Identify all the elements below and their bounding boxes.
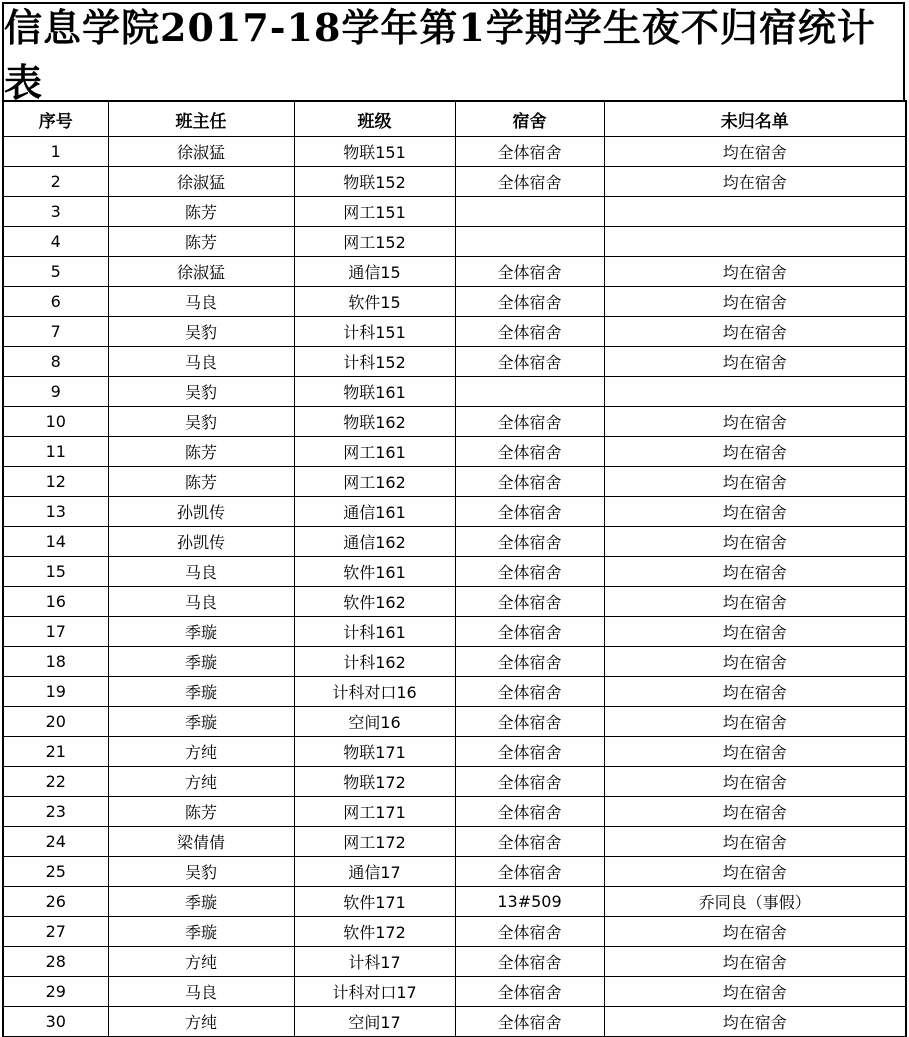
cell-teacher[interactable]: 吴豹: [108, 377, 294, 407]
cell-absent-list[interactable]: 均在宿舍: [604, 137, 906, 167]
cell-absent-list[interactable]: [604, 377, 906, 407]
table-row: [3, 977, 906, 1007]
cell-teacher[interactable]: 马良: [108, 287, 294, 317]
cell-index[interactable]: 3: [3, 197, 108, 227]
cell-dorm[interactable]: 全体宿舍: [455, 437, 604, 467]
cell-dorm[interactable]: 全体宿舍: [455, 647, 604, 677]
cell-teacher[interactable]: 季璇: [108, 617, 294, 647]
cell-teacher[interactable]: 方纯: [108, 767, 294, 797]
cell-dorm[interactable]: 全体宿舍: [455, 467, 604, 497]
cell-class[interactable]: 软件171: [294, 887, 455, 917]
cell-absent-list[interactable]: 均在宿舍: [604, 647, 906, 677]
cell-dorm[interactable]: 全体宿舍: [455, 827, 604, 857]
table-row: [3, 317, 906, 347]
cell-absent-list[interactable]: 均在宿舍: [604, 1007, 906, 1037]
table-row: [3, 497, 906, 527]
cell-teacher[interactable]: 季璇: [108, 707, 294, 737]
cell-teacher[interactable]: 陈芳: [108, 197, 294, 227]
cell-index[interactable]: 28: [3, 947, 108, 977]
cell-absent-list[interactable]: 均在宿舍: [604, 167, 906, 197]
cell-index[interactable]: 25: [3, 857, 108, 887]
cell-teacher[interactable]: 马良: [108, 977, 294, 1007]
cell-teacher[interactable]: 陈芳: [108, 797, 294, 827]
cell-index[interactable]: 24: [3, 827, 108, 857]
cell-dorm[interactable]: 全体宿舍: [455, 977, 604, 1007]
cell-dorm[interactable]: 全体宿舍: [455, 917, 604, 947]
cell-dorm[interactable]: 全体宿舍: [455, 947, 604, 977]
cell-class[interactable]: 计科17: [294, 947, 455, 977]
table-row: [3, 257, 906, 287]
cell-dorm[interactable]: 全体宿舍: [455, 527, 604, 557]
table-row: [3, 707, 906, 737]
cell-class[interactable]: 计科151: [294, 317, 455, 347]
cell-teacher[interactable]: 陈芳: [108, 437, 294, 467]
cell-class[interactable]: 空间16: [294, 707, 455, 737]
cell-index[interactable]: 29: [3, 977, 108, 1007]
cell-teacher[interactable]: 马良: [108, 347, 294, 377]
cell-class[interactable]: 计科对口17: [294, 977, 455, 1007]
table-row: [3, 557, 906, 587]
cell-teacher[interactable]: 季璇: [108, 647, 294, 677]
cell-absent-list[interactable]: 均在宿舍: [604, 707, 906, 737]
cell-teacher[interactable]: 梁倩倩: [108, 827, 294, 857]
table-row: [3, 1007, 906, 1037]
cell-teacher[interactable]: 吴豹: [108, 407, 294, 437]
cell-teacher[interactable]: 徐淑猛: [108, 257, 294, 287]
cell-index[interactable]: 10: [3, 407, 108, 437]
cell-index[interactable]: 23: [3, 797, 108, 827]
cell-index[interactable]: 5: [3, 257, 108, 287]
table-body: [3, 137, 906, 1037]
cell-dorm[interactable]: 全体宿舍: [455, 767, 604, 797]
cell-absent-list[interactable]: 均在宿舍: [604, 857, 906, 887]
cell-dorm[interactable]: [455, 377, 604, 407]
cell-absent-list[interactable]: 均在宿舍: [604, 797, 906, 827]
cell-class[interactable]: 物联172: [294, 767, 455, 797]
cell-index[interactable]: 12: [3, 467, 108, 497]
table-row: [3, 677, 906, 707]
cell-index[interactable]: 18: [3, 647, 108, 677]
cell-absent-list[interactable]: 均在宿舍: [604, 917, 906, 947]
cell-index[interactable]: 30: [3, 1007, 108, 1037]
cell-dorm[interactable]: 全体宿舍: [455, 257, 604, 287]
cell-teacher[interactable]: 徐淑猛: [108, 167, 294, 197]
header-row: [3, 101, 906, 137]
header-index: 序号: [3, 101, 108, 137]
table-row: [3, 377, 906, 407]
cell-dorm[interactable]: 全体宿舍: [455, 557, 604, 587]
cell-class[interactable]: 空间17: [294, 1007, 455, 1037]
cell-class[interactable]: 软件172: [294, 917, 455, 947]
cell-absent-list[interactable]: 均在宿舍: [604, 467, 906, 497]
cell-dorm[interactable]: [455, 197, 604, 227]
cell-absent-list[interactable]: 均在宿舍: [604, 527, 906, 557]
header-teacher: 班主任: [108, 101, 294, 137]
cell-teacher[interactable]: 徐淑猛: [108, 137, 294, 167]
cell-dorm[interactable]: 全体宿舍: [455, 137, 604, 167]
cell-index[interactable]: 7: [3, 317, 108, 347]
cell-teacher[interactable]: 季璇: [108, 917, 294, 947]
cell-class[interactable]: 软件162: [294, 587, 455, 617]
cell-dorm[interactable]: 全体宿舍: [455, 317, 604, 347]
table-row: [3, 947, 906, 977]
cell-absent-list[interactable]: 均在宿舍: [604, 617, 906, 647]
cell-class[interactable]: 软件161: [294, 557, 455, 587]
cell-teacher[interactable]: 陈芳: [108, 467, 294, 497]
cell-teacher[interactable]: 吴豹: [108, 857, 294, 887]
cell-absent-list[interactable]: [604, 197, 906, 227]
cell-teacher[interactable]: 孙凯传: [108, 527, 294, 557]
cell-dorm[interactable]: 全体宿舍: [455, 737, 604, 767]
cell-class[interactable]: 物联171: [294, 737, 455, 767]
cell-index[interactable]: 19: [3, 677, 108, 707]
cell-class[interactable]: 物联162: [294, 407, 455, 437]
cell-index[interactable]: 27: [3, 917, 108, 947]
table-row: [3, 887, 906, 917]
cell-teacher[interactable]: 方纯: [108, 737, 294, 767]
cell-class[interactable]: 通信15: [294, 257, 455, 287]
cell-absent-list[interactable]: 均在宿舍: [604, 287, 906, 317]
cell-index[interactable]: 15: [3, 557, 108, 587]
cell-teacher[interactable]: 吴豹: [108, 317, 294, 347]
cell-dorm[interactable]: 全体宿舍: [455, 797, 604, 827]
cell-index[interactable]: 16: [3, 587, 108, 617]
table-row: [3, 197, 906, 227]
table-row: [3, 827, 906, 857]
cell-index[interactable]: 20: [3, 707, 108, 737]
table-row: [3, 767, 906, 797]
cell-class[interactable]: 通信161: [294, 497, 455, 527]
cell-index[interactable]: 14: [3, 527, 108, 557]
cell-class[interactable]: 通信162: [294, 527, 455, 557]
cell-class[interactable]: 网工152: [294, 227, 455, 257]
cell-dorm[interactable]: [455, 227, 604, 257]
cell-class[interactable]: 计科152: [294, 347, 455, 377]
table-row: [3, 407, 906, 437]
cell-index[interactable]: 22: [3, 767, 108, 797]
cell-index[interactable]: 17: [3, 617, 108, 647]
cell-absent-list[interactable]: 均在宿舍: [604, 977, 906, 1007]
cell-class[interactable]: 网工161: [294, 437, 455, 467]
cell-absent-list[interactable]: 均在宿舍: [604, 317, 906, 347]
cell-absent-list[interactable]: 均在宿舍: [604, 947, 906, 977]
cell-dorm[interactable]: 全体宿舍: [455, 617, 604, 647]
cell-teacher[interactable]: 方纯: [108, 1007, 294, 1037]
cell-class[interactable]: 计科对口16: [294, 677, 455, 707]
cell-absent-list[interactable]: 均在宿舍: [604, 677, 906, 707]
cell-index[interactable]: 4: [3, 227, 108, 257]
table-title: 信息学院2017-18学年第1学期学生夜不归宿统计表: [2, 2, 905, 100]
cell-absent-list[interactable]: 均在宿舍: [604, 347, 906, 377]
cell-dorm[interactable]: 全体宿舍: [455, 407, 604, 437]
cell-teacher[interactable]: 方纯: [108, 947, 294, 977]
cell-class[interactable]: 物联151: [294, 137, 455, 167]
cell-class[interactable]: 计科162: [294, 647, 455, 677]
cell-teacher[interactable]: 陈芳: [108, 227, 294, 257]
cell-absent-list[interactable]: 均在宿舍: [604, 257, 906, 287]
cell-teacher[interactable]: 季璇: [108, 887, 294, 917]
table-row: [3, 167, 906, 197]
cell-index[interactable]: 2: [3, 167, 108, 197]
cell-class[interactable]: 软件15: [294, 287, 455, 317]
cell-dorm[interactable]: 全体宿舍: [455, 347, 604, 377]
cell-index[interactable]: 6: [3, 287, 108, 317]
table-row: [3, 527, 906, 557]
cell-class[interactable]: 通信17: [294, 857, 455, 887]
cell-index[interactable]: 13: [3, 497, 108, 527]
cell-class[interactable]: 网工162: [294, 467, 455, 497]
table-row: [3, 437, 906, 467]
header-absent-list: 未归名单: [604, 101, 906, 137]
cell-dorm[interactable]: 全体宿舍: [455, 857, 604, 887]
cell-absent-list[interactable]: 均在宿舍: [604, 437, 906, 467]
cell-absent-list[interactable]: 均在宿舍: [604, 497, 906, 527]
table-row: [3, 917, 906, 947]
table-row: [3, 617, 906, 647]
cell-teacher[interactable]: 马良: [108, 557, 294, 587]
table-row: [3, 647, 906, 677]
cell-dorm[interactable]: 全体宿舍: [455, 707, 604, 737]
table-row: [3, 737, 906, 767]
cell-class[interactable]: 物联161: [294, 377, 455, 407]
cell-teacher[interactable]: 季璇: [108, 677, 294, 707]
cell-absent-list[interactable]: [604, 227, 906, 257]
cell-absent-list[interactable]: 均在宿舍: [604, 587, 906, 617]
cell-class[interactable]: 网工171: [294, 797, 455, 827]
cell-teacher[interactable]: 马良: [108, 587, 294, 617]
table-row: [3, 797, 906, 827]
cell-absent-list[interactable]: 乔同良（事假）: [604, 887, 906, 917]
cell-dorm[interactable]: 全体宿舍: [455, 677, 604, 707]
cell-absent-list[interactable]: 均在宿舍: [604, 407, 906, 437]
cell-index[interactable]: 11: [3, 437, 108, 467]
table-row: [3, 137, 906, 167]
table-row: [3, 227, 906, 257]
cell-absent-list[interactable]: 均在宿舍: [604, 737, 906, 767]
header-class: 班级: [294, 101, 455, 137]
cell-index[interactable]: 9: [3, 377, 108, 407]
cell-dorm[interactable]: 全体宿舍: [455, 287, 604, 317]
cell-dorm[interactable]: 全体宿舍: [455, 497, 604, 527]
cell-index[interactable]: 26: [3, 887, 108, 917]
table-row: [3, 587, 906, 617]
table-row: [3, 287, 906, 317]
header-dorm: 宿舍: [455, 101, 604, 137]
cell-absent-list[interactable]: 均在宿舍: [604, 557, 906, 587]
cell-class[interactable]: 物联152: [294, 167, 455, 197]
cell-absent-list[interactable]: 均在宿舍: [604, 827, 906, 857]
cell-class[interactable]: 网工172: [294, 827, 455, 857]
cell-index[interactable]: 8: [3, 347, 108, 377]
dorm-stats-table: [2, 100, 907, 1037]
cell-dorm[interactable]: 13#509: [455, 887, 604, 917]
cell-dorm[interactable]: 全体宿舍: [455, 167, 604, 197]
cell-class[interactable]: 计科161: [294, 617, 455, 647]
table-row: [3, 857, 906, 887]
cell-index[interactable]: 1: [3, 137, 108, 167]
cell-absent-list[interactable]: 均在宿舍: [604, 767, 906, 797]
cell-class[interactable]: 网工151: [294, 197, 455, 227]
table-row: [3, 467, 906, 497]
cell-teacher[interactable]: 孙凯传: [108, 497, 294, 527]
cell-dorm[interactable]: 全体宿舍: [455, 587, 604, 617]
table-row: [3, 347, 906, 377]
cell-dorm[interactable]: 全体宿舍: [455, 1007, 604, 1037]
cell-index[interactable]: 21: [3, 737, 108, 767]
